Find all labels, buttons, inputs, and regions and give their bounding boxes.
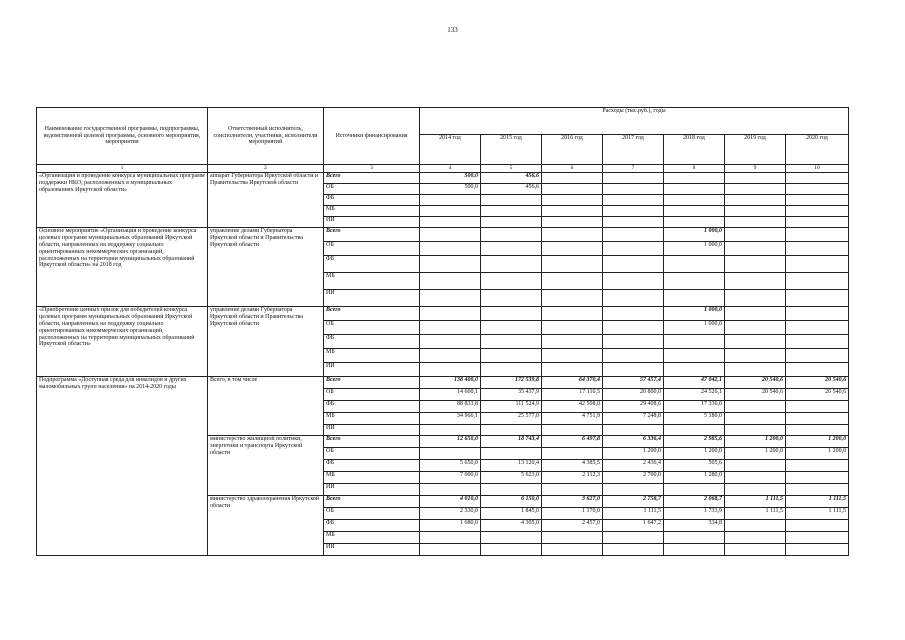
amount-cell: [542, 228, 603, 242]
amount-cell: [603, 363, 664, 377]
amount-cell: 1 733,9: [664, 508, 725, 520]
amount-cell: [786, 290, 849, 307]
amount-cell: 88 833,8: [420, 401, 481, 413]
amount-cell: 1 000,0: [664, 321, 725, 335]
table-row: [37, 173, 849, 184]
page-number: 133: [447, 26, 458, 34]
amount-cell: [786, 532, 849, 544]
amount-cell: 5 180,0: [664, 413, 725, 425]
amount-cell: [542, 448, 603, 460]
funding-source: ОБ: [324, 321, 420, 335]
amount-cell: [420, 228, 481, 242]
amount-cell: [725, 532, 786, 544]
amount-cell: [786, 184, 849, 195]
amount-cell: [725, 413, 786, 425]
amount-cell: [481, 448, 542, 460]
amount-cell: [542, 425, 603, 436]
column-number-6: 6: [542, 165, 603, 173]
amount-cell: [603, 484, 664, 496]
amount-cell: [542, 532, 603, 544]
amount-cell: [786, 206, 849, 217]
amount-cell: 1 200,0: [786, 448, 849, 460]
amount-cell: [664, 532, 725, 544]
amount-cell: 64 370,4: [542, 377, 603, 389]
amount-cell: [664, 256, 725, 273]
amount-cell: [725, 217, 786, 228]
amount-cell: [603, 425, 664, 436]
amount-cell: [603, 256, 664, 273]
amount-cell: [542, 290, 603, 307]
column-number-9: 9: [725, 165, 786, 173]
funding-source: ОБ: [324, 389, 420, 401]
amount-cell: [542, 321, 603, 335]
amount-cell: 4 305,0: [481, 520, 542, 532]
amount-cell: 4 385,5: [542, 460, 603, 472]
executor-name: министерство здравоохранения Иркутской области: [208, 496, 324, 556]
amount-cell: 12 650,0: [420, 436, 481, 448]
amount-cell: 1 200,0: [725, 436, 786, 448]
header-executor: Ответственный исполнитель, соисполнители, участники, исполнители мероприятий: [208, 108, 324, 165]
amount-cell: [420, 532, 481, 544]
amount-cell: [786, 460, 849, 472]
amount-cell: [725, 228, 786, 242]
amount-cell: [725, 401, 786, 413]
amount-cell: 20 800,0: [603, 389, 664, 401]
amount-cell: 42 508,0: [542, 401, 603, 413]
amount-cell: [542, 363, 603, 377]
funding-source: ФБ: [324, 335, 420, 349]
amount-cell: 2 985,6: [664, 436, 725, 448]
amount-cell: [420, 425, 481, 436]
amount-cell: 2 700,0: [603, 472, 664, 484]
amount-cell: 7 248,8: [603, 413, 664, 425]
amount-cell: [420, 195, 481, 206]
column-number-5: 5: [481, 165, 542, 173]
table-row: [37, 377, 849, 389]
amount-cell: [481, 544, 542, 556]
funding-source: МБ: [324, 532, 420, 544]
amount-cell: 2 758,7: [603, 496, 664, 508]
amount-cell: [664, 184, 725, 195]
amount-cell: [420, 307, 481, 321]
budget-table: [36, 107, 849, 556]
amount-cell: [481, 363, 542, 377]
amount-cell: [603, 217, 664, 228]
amount-cell: [725, 242, 786, 256]
amount-cell: 334,8: [664, 520, 725, 532]
amount-cell: [542, 195, 603, 206]
amount-cell: [542, 307, 603, 321]
amount-cell: [542, 173, 603, 184]
amount-cell: 20 540,6: [725, 377, 786, 389]
column-number-4: 4: [420, 165, 481, 173]
amount-cell: [786, 321, 849, 335]
column-number-7: 7: [603, 165, 664, 173]
header-year-4: 2018 год: [664, 135, 725, 165]
amount-cell: [542, 256, 603, 273]
amount-cell: 1 000,0: [664, 307, 725, 321]
amount-cell: 34 966,1: [420, 413, 481, 425]
amount-cell: [481, 242, 542, 256]
amount-cell: [542, 335, 603, 349]
amount-cell: 1 170,0: [542, 508, 603, 520]
amount-cell: [420, 273, 481, 290]
header-source: Источники финансирования: [324, 108, 420, 165]
amount-cell: [725, 195, 786, 206]
amount-cell: [481, 256, 542, 273]
amount-cell: [786, 472, 849, 484]
column-number-8: 8: [664, 165, 725, 173]
table-row: [37, 307, 849, 321]
amount-cell: [725, 184, 786, 195]
amount-cell: 20 540,6: [786, 389, 849, 401]
amount-cell: 5 623,0: [481, 472, 542, 484]
measure-name: «Приобретение ценных призов для победителей конкурса целевых программ муниципальных образований Иркутской области, направленных на поддержку социально ориентированных некоммерческих организаций, расположенных на территории муниципальных образований Иркутской области»: [37, 307, 208, 377]
column-number-1: 1: [37, 165, 208, 173]
amount-cell: 1 111,5: [786, 508, 849, 520]
header-year-2: 2016 год: [542, 135, 603, 165]
amount-cell: [420, 217, 481, 228]
amount-cell: [725, 460, 786, 472]
amount-cell: 24 526,1: [664, 389, 725, 401]
amount-cell: 500,0: [420, 184, 481, 195]
amount-cell: [786, 217, 849, 228]
amount-cell: [481, 307, 542, 321]
amount-cell: 35 437,9: [481, 389, 542, 401]
amount-cell: [420, 448, 481, 460]
funding-source: ОБ: [324, 184, 420, 195]
amount-cell: [420, 206, 481, 217]
column-number-2: 2: [208, 165, 324, 173]
amount-cell: 505,6: [664, 460, 725, 472]
header-year-5: 2019 год: [725, 135, 786, 165]
amount-cell: [481, 217, 542, 228]
amount-cell: [420, 321, 481, 335]
amount-cell: [481, 206, 542, 217]
header-year-6: 2020 год: [786, 135, 849, 165]
amount-cell: 1 200,0: [664, 448, 725, 460]
executor-name: управление делами Губернатора Иркутской области и Правительства Иркутской области: [208, 228, 324, 307]
amount-cell: 111 524,9: [481, 401, 542, 413]
amount-cell: [542, 484, 603, 496]
amount-cell: [725, 472, 786, 484]
amount-cell: 1 680,0: [420, 520, 481, 532]
amount-cell: [603, 290, 664, 307]
amount-cell: 6 336,4: [603, 436, 664, 448]
amount-cell: [786, 363, 849, 377]
amount-cell: [481, 195, 542, 206]
funding-source: ФБ: [324, 401, 420, 413]
amount-cell: [664, 425, 725, 436]
amount-cell: 5 650,0: [420, 460, 481, 472]
measure-name: Основное мероприятие «Организация и проведение конкурса целевых программ муниципальных образований Иркутской области, направленных на поддержку социально ориентированных некоммерческих организаций, расположенных на территории муниципальных образований Иркутской области» на 2018 год: [37, 228, 208, 307]
amount-cell: 6 497,8: [542, 436, 603, 448]
amount-cell: [481, 532, 542, 544]
amount-cell: [603, 544, 664, 556]
amount-cell: 3 627,0: [542, 496, 603, 508]
amount-cell: 138 400,0: [420, 377, 481, 389]
amount-cell: 20 540,6: [725, 389, 786, 401]
amount-cell: [664, 544, 725, 556]
funding-source: ИИ: [324, 425, 420, 436]
header-expenses: Расходы (тыс.руб.), годы: [420, 108, 849, 135]
funding-source: ОБ: [324, 508, 420, 520]
amount-cell: 1 200,0: [786, 436, 849, 448]
table-row: [37, 228, 849, 242]
amount-cell: 4 751,9: [542, 413, 603, 425]
amount-cell: 1 200,0: [603, 448, 664, 460]
amount-cell: [725, 206, 786, 217]
column-number-3: 3: [324, 165, 420, 173]
executor-name: министерство жилищной политики, энергетики и транспорта Иркутской области: [208, 436, 324, 496]
amount-cell: [603, 321, 664, 335]
measure-name: «Организация и проведение конкурса муниципальных программ поддержки НКО, расположенных в муниципальных образованиях Иркутской области»: [37, 173, 208, 228]
amount-cell: [786, 349, 849, 363]
funding-source: ИИ: [324, 290, 420, 307]
amount-cell: [420, 484, 481, 496]
amount-cell: [786, 173, 849, 184]
amount-cell: [786, 484, 849, 496]
funding-source: ФБ: [324, 256, 420, 273]
amount-cell: [481, 349, 542, 363]
amount-cell: [603, 195, 664, 206]
amount-cell: 6 150,0: [481, 496, 542, 508]
funding-source: МБ: [324, 472, 420, 484]
amount-cell: [481, 273, 542, 290]
amount-cell: [786, 520, 849, 532]
amount-cell: 4 010,0: [420, 496, 481, 508]
amount-cell: [664, 206, 725, 217]
funding-source: ИИ: [324, 544, 420, 556]
amount-cell: [725, 335, 786, 349]
amount-cell: [725, 173, 786, 184]
amount-cell: 18 743,4: [481, 436, 542, 448]
amount-cell: 47 042,1: [664, 377, 725, 389]
funding-source: ОБ: [324, 242, 420, 256]
amount-cell: 1 280,0: [664, 472, 725, 484]
amount-cell: 1 000,0: [664, 228, 725, 242]
executor-name: управление делами Губернатора Иркутской области и Правительства Иркутской области: [208, 307, 324, 377]
executor-name: аппарат Губернатора Иркутской области и Правительства Иркутской области: [208, 173, 324, 228]
amount-cell: [420, 242, 481, 256]
header-year-1: 2015 год: [481, 135, 542, 165]
amount-cell: [542, 184, 603, 195]
amount-cell: [420, 349, 481, 363]
funding-source: ИИ: [324, 484, 420, 496]
amount-cell: [725, 290, 786, 307]
amount-cell: [481, 228, 542, 242]
executor-name: Всего, в том числе: [208, 377, 324, 436]
amount-cell: [542, 544, 603, 556]
amount-cell: 2 436,4: [603, 460, 664, 472]
amount-cell: [603, 532, 664, 544]
amount-cell: [786, 256, 849, 273]
header-year-0: 2014 год: [420, 135, 481, 165]
amount-cell: [725, 321, 786, 335]
amount-cell: [725, 273, 786, 290]
amount-cell: 1 845,0: [481, 508, 542, 520]
amount-cell: [542, 217, 603, 228]
amount-cell: [725, 544, 786, 556]
amount-cell: 20 540,6: [786, 377, 849, 389]
amount-cell: [664, 273, 725, 290]
amount-cell: 57 457,4: [603, 377, 664, 389]
amount-cell: [420, 290, 481, 307]
amount-cell: [603, 307, 664, 321]
amount-cell: 2 330,0: [420, 508, 481, 520]
funding-source: Всего: [324, 377, 420, 389]
amount-cell: [603, 184, 664, 195]
amount-cell: 500,0: [420, 173, 481, 184]
funding-source: ИИ: [324, 363, 420, 377]
amount-cell: [725, 256, 786, 273]
amount-cell: 25 577,0: [481, 413, 542, 425]
amount-cell: 1 111,5: [725, 508, 786, 520]
amount-cell: [786, 544, 849, 556]
header-name: Наименование государственной программы, подпрограммы, ведомственной целевой программы, основного мероприятия, мероприятия: [37, 108, 208, 165]
amount-cell: 456,6: [481, 173, 542, 184]
amount-cell: [786, 228, 849, 242]
funding-source: ФБ: [324, 520, 420, 532]
amount-cell: [664, 173, 725, 184]
amount-cell: [786, 335, 849, 349]
amount-cell: [420, 544, 481, 556]
amount-cell: [420, 363, 481, 377]
amount-cell: 456,6: [481, 184, 542, 195]
amount-cell: 1 200,0: [725, 448, 786, 460]
amount-cell: 1 111,5: [786, 496, 849, 508]
amount-cell: [664, 484, 725, 496]
amount-cell: [481, 484, 542, 496]
header-year-3: 2017 год: [603, 135, 664, 165]
amount-cell: [481, 321, 542, 335]
column-number-10: 10: [786, 165, 849, 173]
amount-cell: 1 000,0: [664, 242, 725, 256]
funding-source: Всего: [324, 228, 420, 242]
amount-cell: 1 111,5: [725, 496, 786, 508]
amount-cell: [664, 217, 725, 228]
amount-cell: [481, 290, 542, 307]
amount-cell: 14 600,1: [420, 389, 481, 401]
amount-cell: [786, 242, 849, 256]
funding-source: ИИ: [324, 217, 420, 228]
funding-source: Всего: [324, 173, 420, 184]
amount-cell: [420, 335, 481, 349]
amount-cell: 7 000,0: [420, 472, 481, 484]
amount-cell: [542, 273, 603, 290]
funding-source: Всего: [324, 436, 420, 448]
amount-cell: [786, 273, 849, 290]
amount-cell: [786, 401, 849, 413]
amount-cell: [542, 349, 603, 363]
amount-cell: 13 120,4: [481, 460, 542, 472]
funding-source: ФБ: [324, 460, 420, 472]
amount-cell: 2 457,0: [542, 520, 603, 532]
amount-cell: [725, 307, 786, 321]
funding-source: Всего: [324, 307, 420, 321]
amount-cell: [725, 484, 786, 496]
header-row: [37, 108, 849, 135]
amount-cell: [603, 273, 664, 290]
funding-source: Всего: [324, 496, 420, 508]
amount-cell: [664, 335, 725, 349]
amount-cell: [664, 195, 725, 206]
amount-cell: [542, 206, 603, 217]
amount-cell: [603, 335, 664, 349]
amount-cell: 1 111,5: [603, 508, 664, 520]
amount-cell: [603, 349, 664, 363]
funding-source: ФБ: [324, 195, 420, 206]
amount-cell: [481, 425, 542, 436]
funding-source: МБ: [324, 349, 420, 363]
amount-cell: [725, 363, 786, 377]
amount-cell: [786, 425, 849, 436]
amount-cell: [603, 228, 664, 242]
amount-cell: [786, 307, 849, 321]
amount-cell: [725, 520, 786, 532]
funding-source: МБ: [324, 273, 420, 290]
amount-cell: [725, 349, 786, 363]
amount-cell: 17 336,0: [664, 401, 725, 413]
amount-cell: [603, 173, 664, 184]
amount-cell: [603, 242, 664, 256]
funding-source: МБ: [324, 413, 420, 425]
column-numbers-row: [37, 165, 849, 173]
amount-cell: [664, 290, 725, 307]
amount-cell: 1 647,2: [603, 520, 664, 532]
amount-cell: 2 112,3: [542, 472, 603, 484]
amount-cell: [786, 413, 849, 425]
amount-cell: [481, 335, 542, 349]
amount-cell: [664, 349, 725, 363]
amount-cell: [542, 242, 603, 256]
measure-name: Подпрограмма «Доступная среда для инвалидов и других маломобильных групп населения» на 2014-2020 годы: [37, 377, 208, 556]
amount-cell: [420, 256, 481, 273]
amount-cell: 29 408,6: [603, 401, 664, 413]
amount-cell: 172 539,8: [481, 377, 542, 389]
amount-cell: 2 068,7: [664, 496, 725, 508]
funding-source: МБ: [324, 206, 420, 217]
amount-cell: 17 110,5: [542, 389, 603, 401]
amount-cell: [664, 363, 725, 377]
amount-cell: [786, 195, 849, 206]
amount-cell: [603, 206, 664, 217]
funding-source: ОБ: [324, 448, 420, 460]
amount-cell: [725, 425, 786, 436]
